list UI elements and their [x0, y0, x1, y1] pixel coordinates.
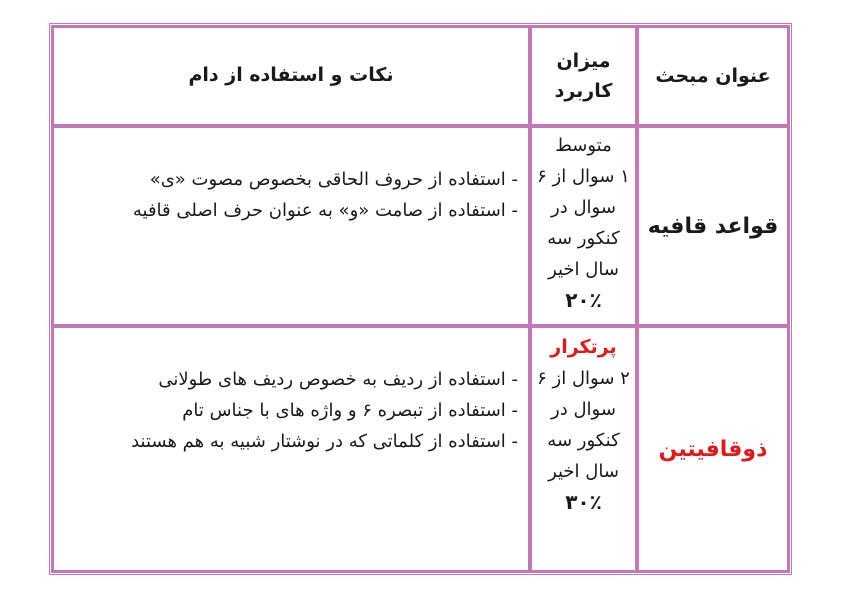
usage-line: ۱ سوال از ۶: [537, 166, 630, 187]
note-line: - استفاده از صامت «و» به عنوان حرف اصلی قافیه: [132, 200, 518, 221]
topic-cell: ذوقافیتین: [637, 326, 789, 572]
usage-line: کنکور سه: [547, 228, 620, 249]
header-usage-line2: کاربرد: [554, 80, 613, 102]
usage-line: سوال در: [551, 197, 616, 218]
usage-line: ۲ سوال از ۶: [537, 368, 630, 389]
usage-level: پرتکرار: [550, 336, 617, 358]
note-line: - استفاده از تبصره ۶ و واژه های با جناس تام: [182, 400, 518, 421]
usage-percent: ۲۰٪: [565, 288, 602, 312]
topic-cell: قواعد قافیه: [637, 126, 789, 326]
usage-percent: ۳۰٪: [565, 490, 602, 514]
header-usage: [530, 26, 637, 126]
notes-cell: [52, 126, 530, 326]
usage-level: متوسط: [555, 135, 612, 156]
header-topic: عنوان مبحث: [637, 26, 789, 126]
notes-cell: [52, 326, 530, 572]
note-line: - استفاده از ردیف به خصوص ردیف های طولانی: [158, 369, 518, 390]
usage-line: سال اخیر: [548, 259, 619, 280]
usage-line: کنکور سه: [547, 430, 620, 451]
header-notes: نکات و استفاده از دام: [52, 26, 530, 126]
table-row: [52, 326, 789, 572]
table-row: [52, 126, 789, 326]
note-line: - استفاده از کلماتی که در نوشتار شبیه به هم هستند: [131, 431, 518, 452]
usage-cell: [530, 326, 637, 572]
note-line: - استفاده از حروف الحاقی بخصوص مصوت «ی»: [149, 169, 518, 190]
header-usage-line1: میزان: [556, 50, 611, 72]
usage-line: سوال در: [551, 399, 616, 420]
usage-cell: [530, 126, 637, 326]
table-header-row: [52, 26, 789, 126]
usage-line: سال اخیر: [548, 461, 619, 482]
rules-table: [49, 23, 792, 575]
